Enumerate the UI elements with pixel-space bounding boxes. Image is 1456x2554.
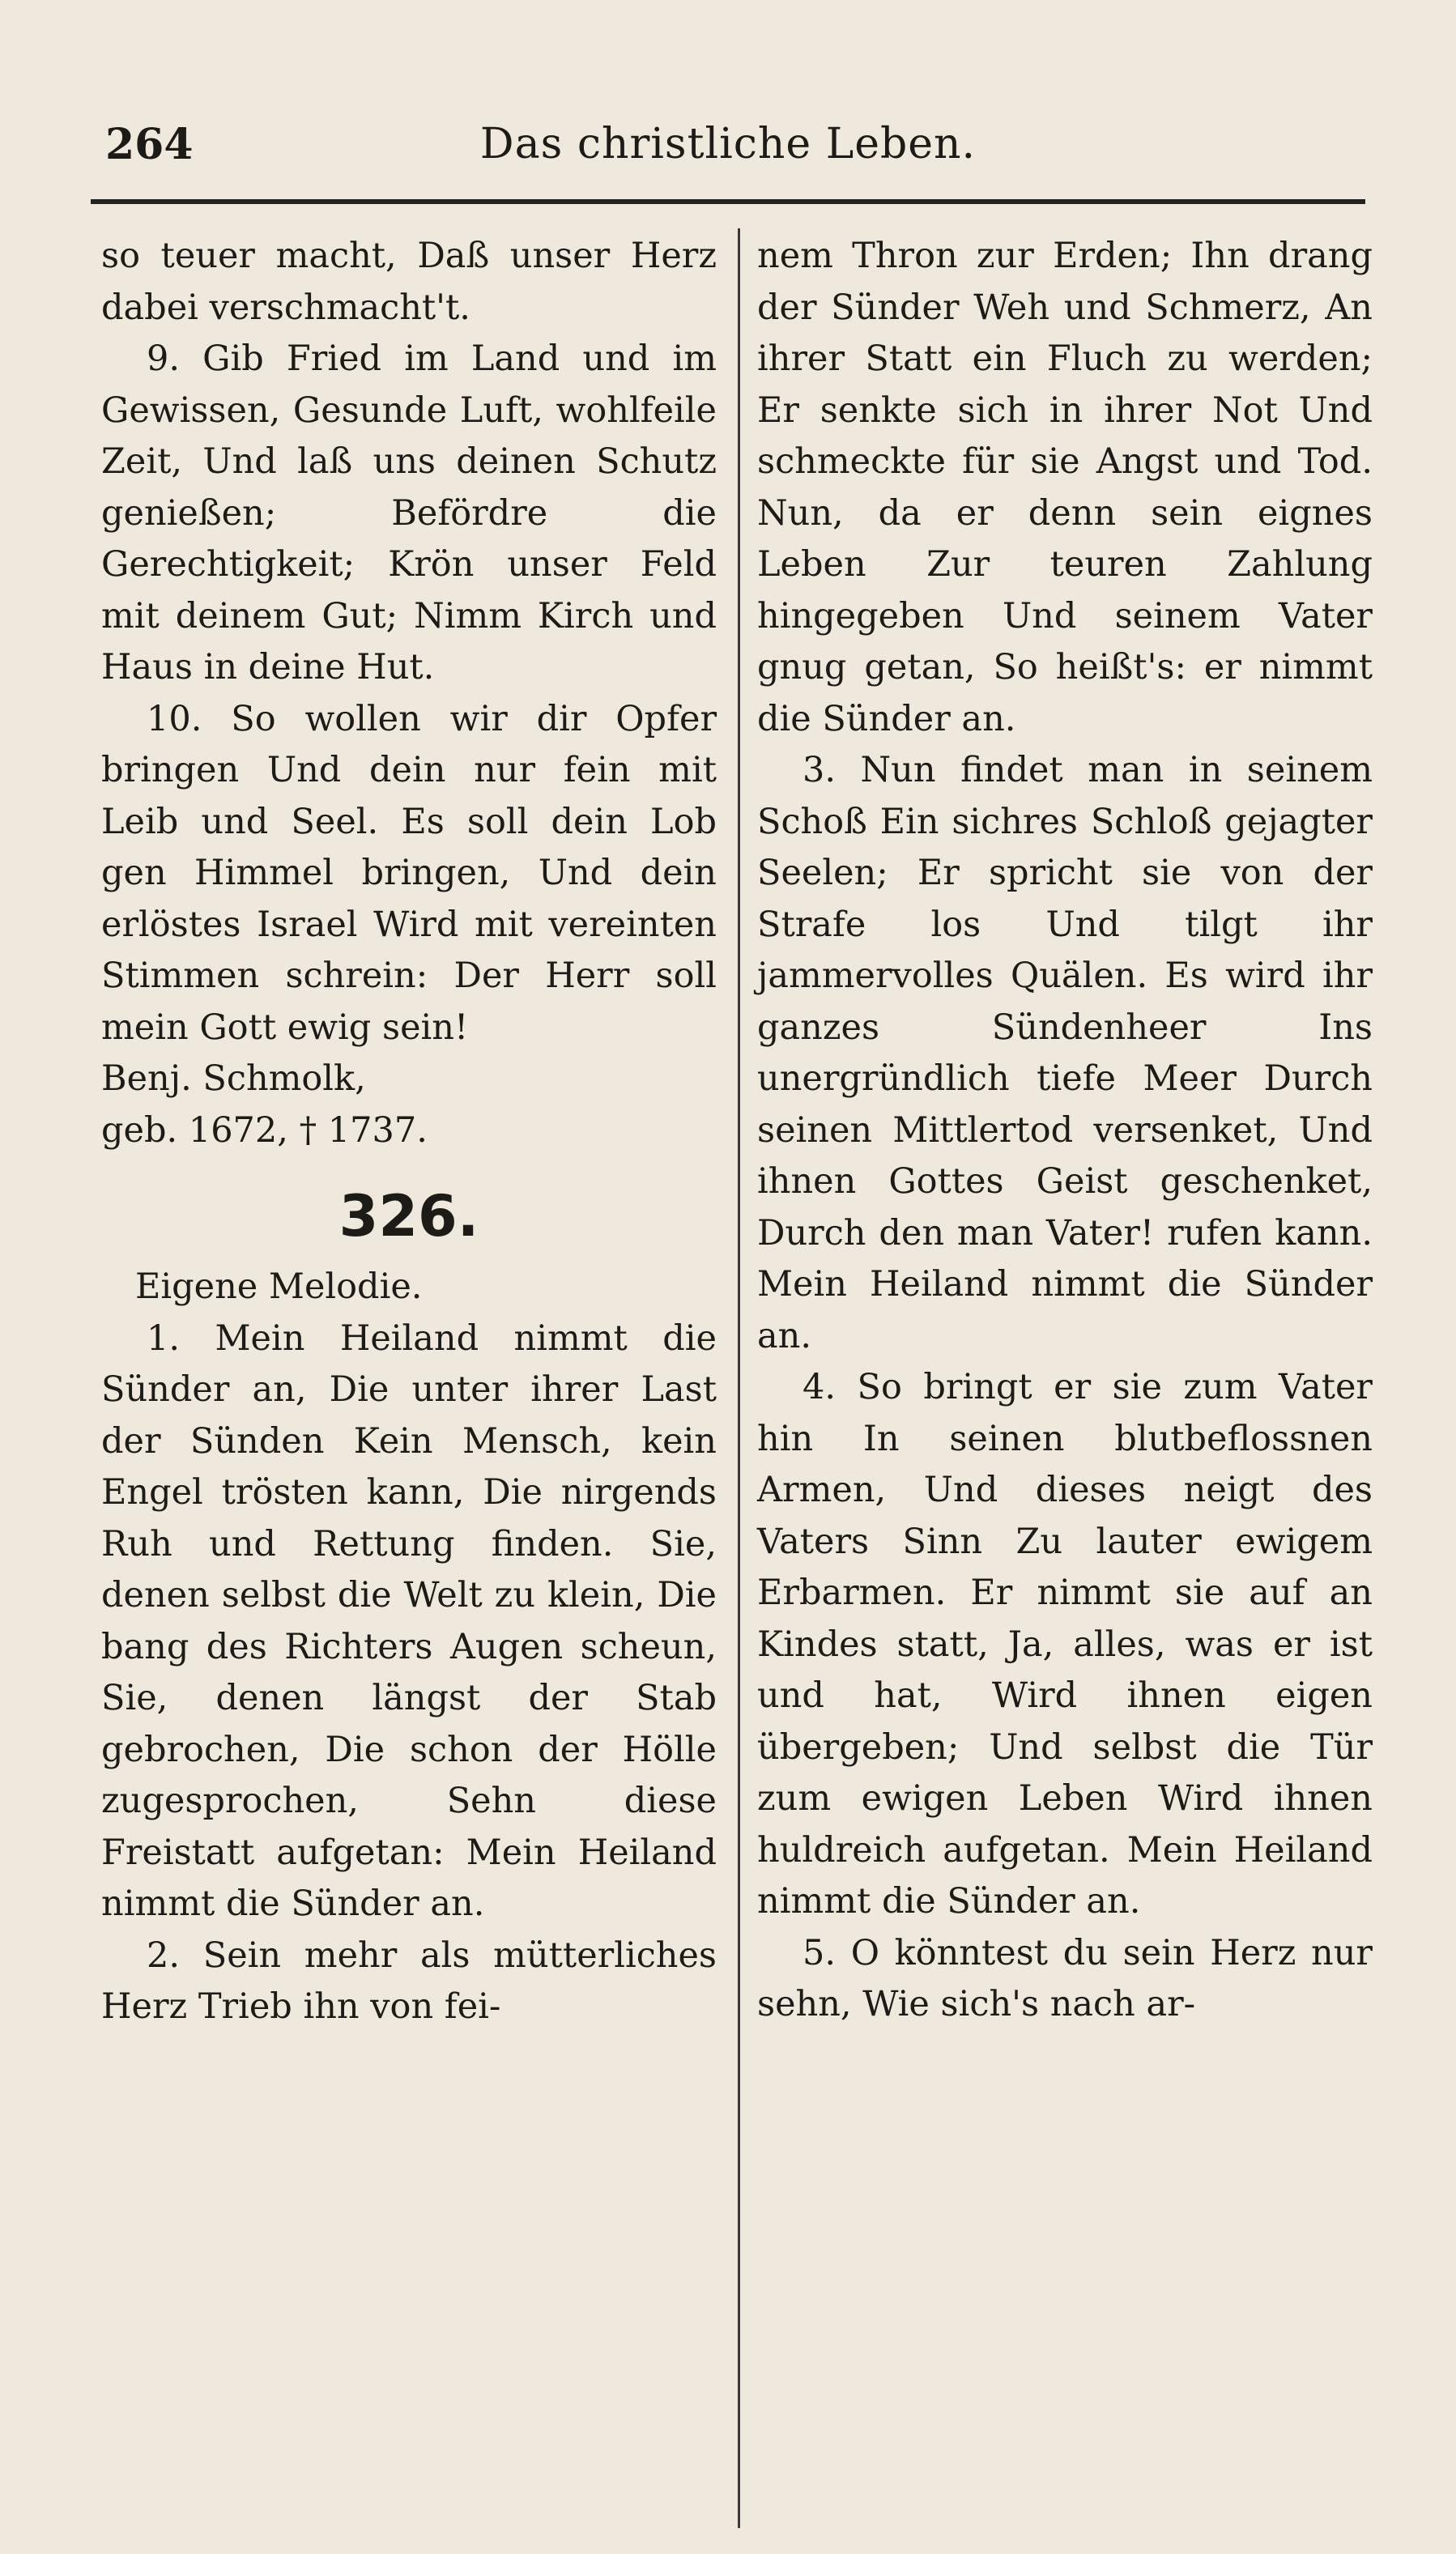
continued-verse-text: so teuer macht, Daß unser Herz dabei verschmacht't. bbox=[101, 236, 717, 328]
verse-10: 10. So wollen wir dir Opfer bringen Und dein nur fein mit Leib und Seel. Es soll dein Lob gen Himmel bringen, Und dein erlöstes Israel Wird mit vereinten Stimmen schrein: Der Herr soll mein Gott ewig sein! bbox=[101, 698, 717, 1048]
verse-5-start: 5. O könntest du sein Herz nur sehn, Wie sich's nach ar- bbox=[757, 1932, 1373, 2024]
verse-2-start: 2. Sein mehr als mütterliches Herz Trieb ihn von fei- bbox=[101, 1935, 717, 2027]
verse-3: 3. Nun findet man in seinem Schoß Ein sichres Schloß gejagter Seelen; Er spricht sie von der Strafe los Und tilgt ihr jammervolles Quälen. Es wird ihr ganzes Sündenheer Ins unergründlich tiefe Meer Durch seinen Mittlertod versenket, Und ihnen Gottes Geist geschenket, Durch den man Vater! rufen kann. Mein Heiland nimmt die Sünder an. bbox=[757, 750, 1373, 1356]
running-head: Das christliche Leben. bbox=[479, 120, 977, 168]
header-rule bbox=[91, 199, 1365, 204]
verse-2-continued: nem Thron zur Erden; Ihn drang der Sünder Weh und Schmerz, An ihrer Statt ein Fluch zu werden; Er senkte sich in ihrer Not Und schmeckte für sie Angst und Tod. Nun, da er denn sein eignes Leben Zur teuren Zahlung hingegeben Und seinem Vater gnug getan, So heißt's: er nimmt die Sünder an. bbox=[757, 236, 1373, 739]
page-header bbox=[97, 120, 1359, 185]
melody-note: Eigene Melodie. bbox=[135, 1266, 423, 1307]
left-column bbox=[101, 231, 717, 2033]
verse-4: 4. So bringt er sie zum Vater hin In seinen blutbeflossnen Armen, Und dieses neigt des Vaters Sinn Zu lauter ewigem Erbarmen. Er nimmt sie auf an Kindes statt, Ja, alles, was er ist und hat, Wird ihnen eigen übergeben; Und selbst die Tür zum ewigen Leben Wird ihnen huldreich aufgetan. Mein Heiland nimmt die Sünder an. bbox=[757, 1367, 1373, 1922]
right-column bbox=[757, 231, 1373, 2031]
verse-1: 1. Mein Heiland nimmt die Sünder an, Die unter ihrer Last der Sünden Kein Mensch, kein Engel trösten kann, Die nirgends Ruh und Rettung finden. Sie, denen selbst die Welt zu klein, Die bang des Richters Augen scheun, Sie, denen längst der Stab gebrochen, Die schon der Hölle zugesprochen, Sehn diese Freistatt aufgetan: Mein Heiland nimmt die Sünder an. bbox=[101, 1317, 717, 1924]
column-divider bbox=[738, 228, 740, 2528]
verse-9: 9. Gib Fried im Land und im Gewissen, Gesunde Luft, wohlfeile Zeit, Und laß uns deinen Schutz genießen; Befördre die Gerechtigkeit; Krön unser Feld mit deinem Gut; Nimm Kirch und Haus in deine Hut. bbox=[101, 338, 717, 687]
page-number: 264 bbox=[105, 120, 194, 169]
author-name: Benj. Schmolk, bbox=[101, 1058, 366, 1099]
hymn-number: 326. bbox=[338, 1183, 479, 1249]
author-dates: geb. 1672, † 1737. bbox=[101, 1109, 428, 1151]
